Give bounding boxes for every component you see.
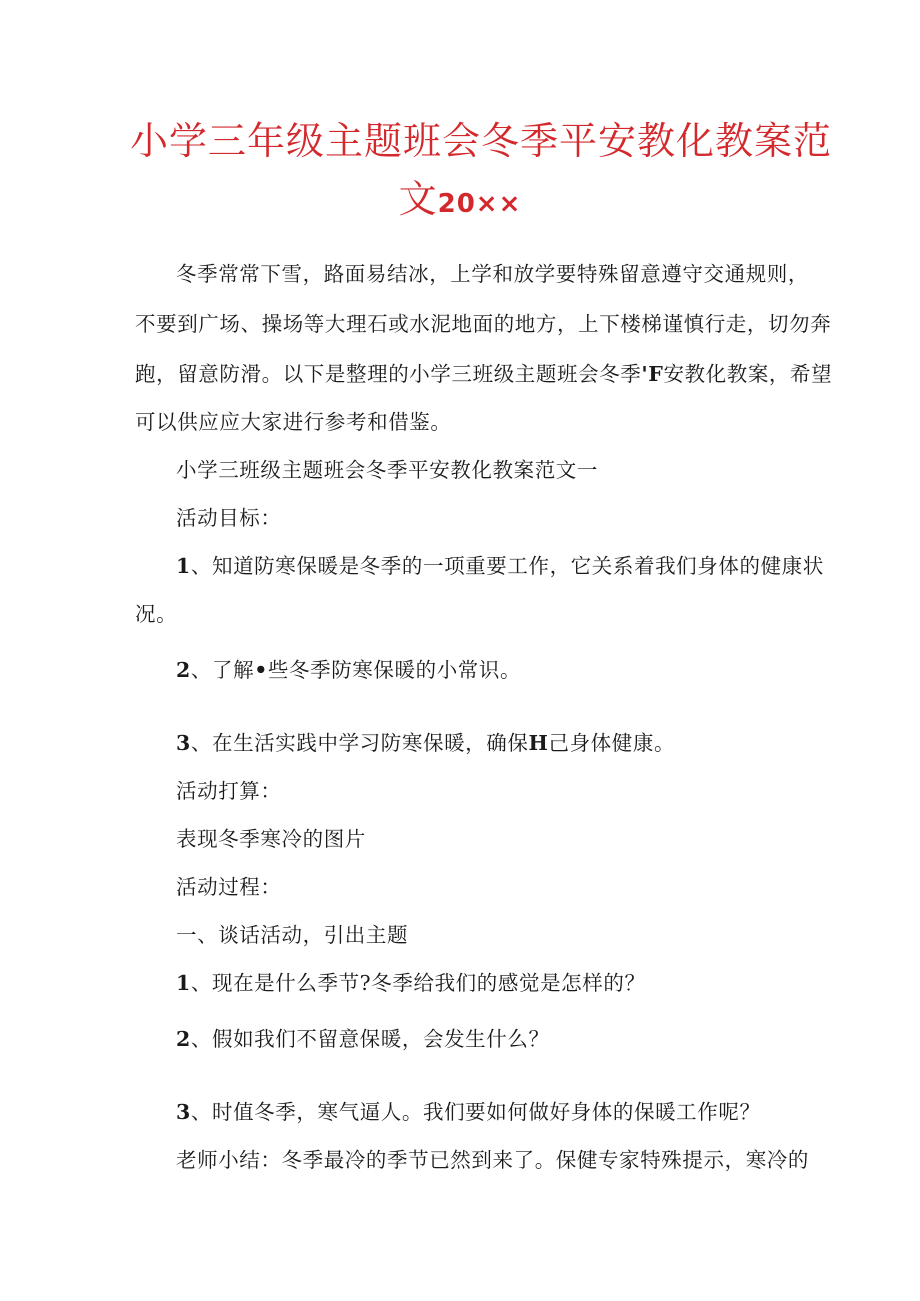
teacher-summary: 老师小结：冬季最冷的季节已然到来了。保健专家特殊提示，寒冷的 (176, 1148, 809, 1172)
intro-line-2: 不要到广场、操场等大理石或水泥地面的地方，上下楼梯谨慎行走，切勿奔 (135, 312, 832, 336)
intro-line-1: 冬季常常下雪，路面易结冰，上学和放学要特殊留意遵守交通规则， (176, 262, 809, 286)
question-2 (176, 1024, 550, 1054)
goal-item-2-text-a: 、了解 (190, 658, 255, 682)
goal-item-1-continued: 况。 (135, 602, 178, 626)
title-year: 20×× (437, 189, 522, 219)
goal-item-3-number: 3 (176, 731, 191, 755)
question-3 (176, 1097, 761, 1127)
intro-line-3-tail: 安教化教案，希望 (663, 362, 833, 386)
goal-item-2-dot: • (254, 658, 268, 682)
question-2-number: 2 (176, 1027, 191, 1051)
goal-item-1-text: 、知道防寒保暖是冬季的一项重要工作，它关系着我们身体的健康状 (190, 554, 824, 578)
goal-item-2-number: 2 (176, 658, 191, 682)
goal-item-3-text-a: 、在生活实践中学习防寒保暖，确保 (190, 731, 529, 755)
section-heading: 小学三班级主题班会冬季平安教化教案范文一 (176, 458, 598, 482)
process-label: 活动过程： (176, 875, 282, 899)
goal-item-3-glitch: H (528, 731, 549, 755)
question-1-text: 、现在是什么季节?冬季给我们的感觉是怎样的？ (190, 971, 646, 995)
process-step-1: 一、谈话活动，引出主题 (176, 923, 409, 947)
prep-label: 活动打算： (176, 779, 282, 803)
question-1 (176, 968, 646, 998)
question-1-number: 1 (176, 971, 191, 995)
goal-item-3-text-b: 己身体健康。 (548, 731, 676, 755)
document-title-line-2 (130, 171, 790, 232)
question-3-text: 、时值冬季，寒气逼人。我们要如何做好身体的保暖工作呢？ (190, 1100, 761, 1124)
title-line-2-text: 文 (398, 177, 438, 221)
intro-line-3 (135, 359, 832, 389)
question-3-number: 3 (176, 1100, 191, 1124)
intro-line-4: 可以供应应大家进行参考和借鉴。 (135, 410, 452, 434)
prep-item: 表现冬季寒冷的图片 (176, 827, 366, 851)
document-title-line-1: 小学三年级主题班会冬季平安教化教案范 (130, 119, 833, 163)
goal-item-1 (176, 551, 824, 581)
goal-item-3 (176, 728, 675, 758)
goal-item-2 (176, 655, 521, 685)
intro-line-3-text: 跑，留意防滑。以下是整理的小学三班级主题班会冬季 (135, 362, 642, 386)
intro-glitch-text: 'F (641, 362, 664, 386)
goal-item-2-text-b: 些冬季防寒保暖的小常识。 (267, 658, 522, 682)
goal-label: 活动目标： (176, 506, 282, 530)
question-2-text: 、假如我们不留意保暖，会发生什么？ (190, 1027, 550, 1051)
goal-item-1-number: 1 (176, 554, 191, 578)
